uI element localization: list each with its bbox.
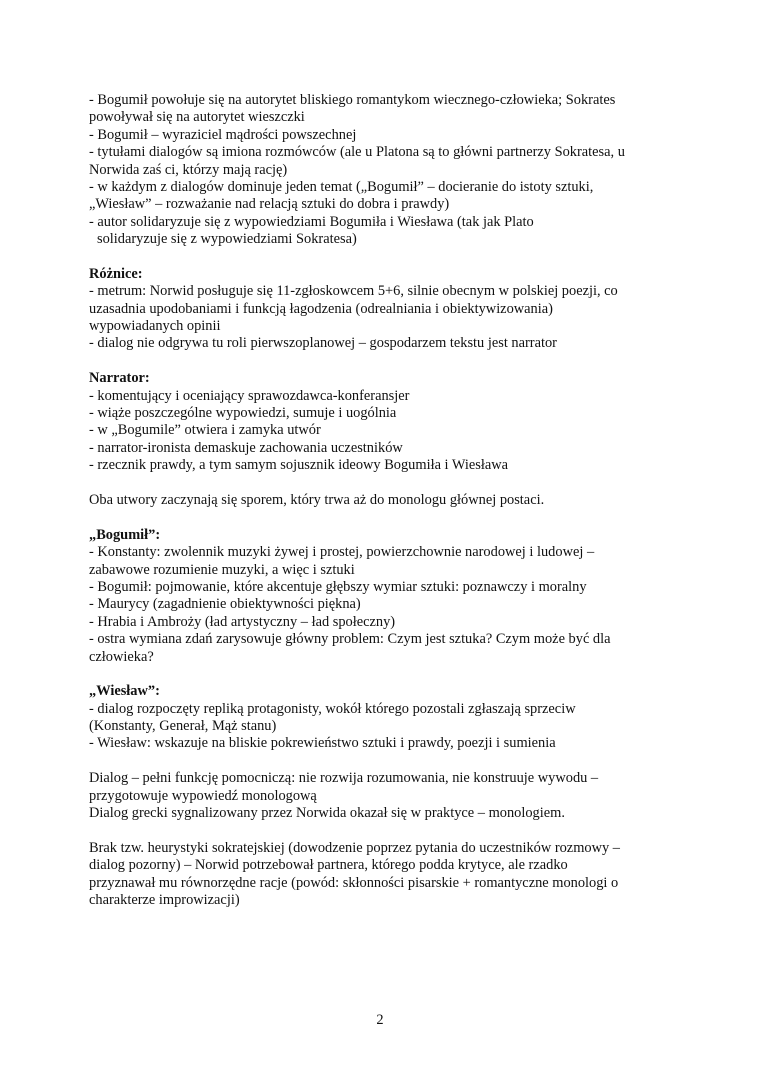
text-line: - Hrabia i Ambroży (ład artystyczny – ład społeczny) xyxy=(89,613,396,630)
wieslaw-section xyxy=(89,683,679,753)
text-line: - w każdym z dialogów dominuje jeden temat („Bogumił” – docieranie do istoty sztuki, xyxy=(89,178,594,195)
paragraph xyxy=(89,492,679,509)
section-heading: Różnice: xyxy=(89,265,143,282)
text-line: - Maurycy (zagadnienie obiektywności piękna) xyxy=(89,596,361,613)
text-line: - narrator-ironista demaskuje zachowania uczestników xyxy=(89,439,403,456)
text-line: - dialog rozpoczęty repliką protagonisty, wokół którego pozostali zgłaszają sprzeciw xyxy=(89,700,576,717)
text-line: solidaryzuje się z wypowiedziami Sokratesa) xyxy=(97,231,357,248)
text-line: - Bogumił: pojmowanie, które akcentuje głębszy wymiar sztuki: poznawczy i moralny xyxy=(89,578,587,595)
text-line: - autor solidaryzuje się z wypowiedziami Bogumiła i Wiesława (tak jak Plato xyxy=(89,213,534,230)
section-heading: „Bogumił”: xyxy=(89,526,161,543)
text-line: charakterze improwizacji) xyxy=(89,891,240,908)
differences-section xyxy=(89,266,679,353)
text-line: - ostra wymiana zdań zarysowuje główny problem: Czym jest sztuka? Czym może być dla xyxy=(89,631,611,648)
text-line: zabawowe rozumienie muzyki, a więc i sztuki xyxy=(89,561,355,578)
heuristics-paragraph xyxy=(89,840,679,910)
page-number: 2 xyxy=(376,1012,384,1028)
text-line: przygotowuje wypowiedź monologową xyxy=(89,787,317,804)
text-line: - dialog nie odgrywa tu roli pierwszoplanowej – gospodarzem tekstu jest narrator xyxy=(89,335,557,352)
text-line: - wiąże poszczególne wypowiedzi, sumuje i uogólnia xyxy=(89,405,397,422)
text-line: powoływał się na autorytet wieszczki xyxy=(89,109,305,126)
text-line: Dialog – pełni funkcję pomocniczą: nie rozwija rozumowania, nie konstruuje wywodu – xyxy=(89,770,599,787)
page-content xyxy=(89,92,679,909)
text-line: „Wiesław” – rozważanie nad relacją sztuki do dobra i prawdy) xyxy=(89,196,450,213)
narrator-section xyxy=(89,370,679,474)
text-line: - rzecznik prawdy, a tym samym sojusznik ideowy Bogumiła i Wiesława xyxy=(89,457,509,474)
similarities-list xyxy=(89,92,679,249)
bogumil-section xyxy=(89,527,679,666)
text-line: - w „Bogumile” otwiera i zamyka utwór xyxy=(89,422,321,439)
text-line: - tytułami dialogów są imiona rozmówców (ale u Platona są to główni partnerzy Sokratesa, u xyxy=(89,144,625,161)
section-heading: Narrator: xyxy=(89,370,150,387)
text-line: uzasadnia upodobaniami i funkcją łagodzenia (odrealniania i obiektywizowania) xyxy=(89,300,553,317)
text-line: - Bogumił powołuje się na autorytet bliskiego romantykom wiecznego-człowieka; Sokrates xyxy=(89,92,616,108)
text-line: przyznawał mu równorzędne racje (powód: skłonności pisarskie + romantyczne monologi o xyxy=(89,874,619,891)
text-line: człowieka? xyxy=(89,648,154,665)
text-line: dialog pozorny) – Norwid potrzebował partnera, którego podda krytyce, ale rzadko xyxy=(89,857,568,874)
text-line: Brak tzw. heurystyki sokratejskiej (dowodzenie poprzez pytania do uczestników rozmowy – xyxy=(89,839,620,856)
text-line: - metrum: Norwid posługuje się 11-zgłoskowcem 5+6, silnie obecnym w polskiej poezji, co xyxy=(89,283,618,300)
text-line: Norwida zaś ci, którzy mają rację) xyxy=(89,161,288,178)
section-heading: „Wiesław”: xyxy=(89,683,160,700)
dialog-paragraph xyxy=(89,770,679,822)
text-line: (Konstanty, Generał, Mąż stanu) xyxy=(89,718,277,735)
text-line: Oba utwory zaczynają się sporem, który trwa aż do monologu głównej postaci. xyxy=(89,491,545,508)
text-line: wypowiadanych opinii xyxy=(89,318,221,335)
text-line: - Konstanty: zwolennik muzyki żywej i prostej, powierzchownie narodowej i ludowej – xyxy=(89,544,595,561)
text-line: - komentujący i oceniający sprawozdawca-konferansjer xyxy=(89,387,410,404)
text-line: - Bogumił – wyraziciel mądrości powszechnej xyxy=(89,126,357,143)
text-line: Dialog grecki sygnalizowany przez Norwida okazał się w praktyce – monologiem. xyxy=(89,805,565,822)
text-line: - Wiesław: wskazuje na bliskie pokrewieństwo sztuki i prawdy, poezji i sumienia xyxy=(89,735,556,752)
